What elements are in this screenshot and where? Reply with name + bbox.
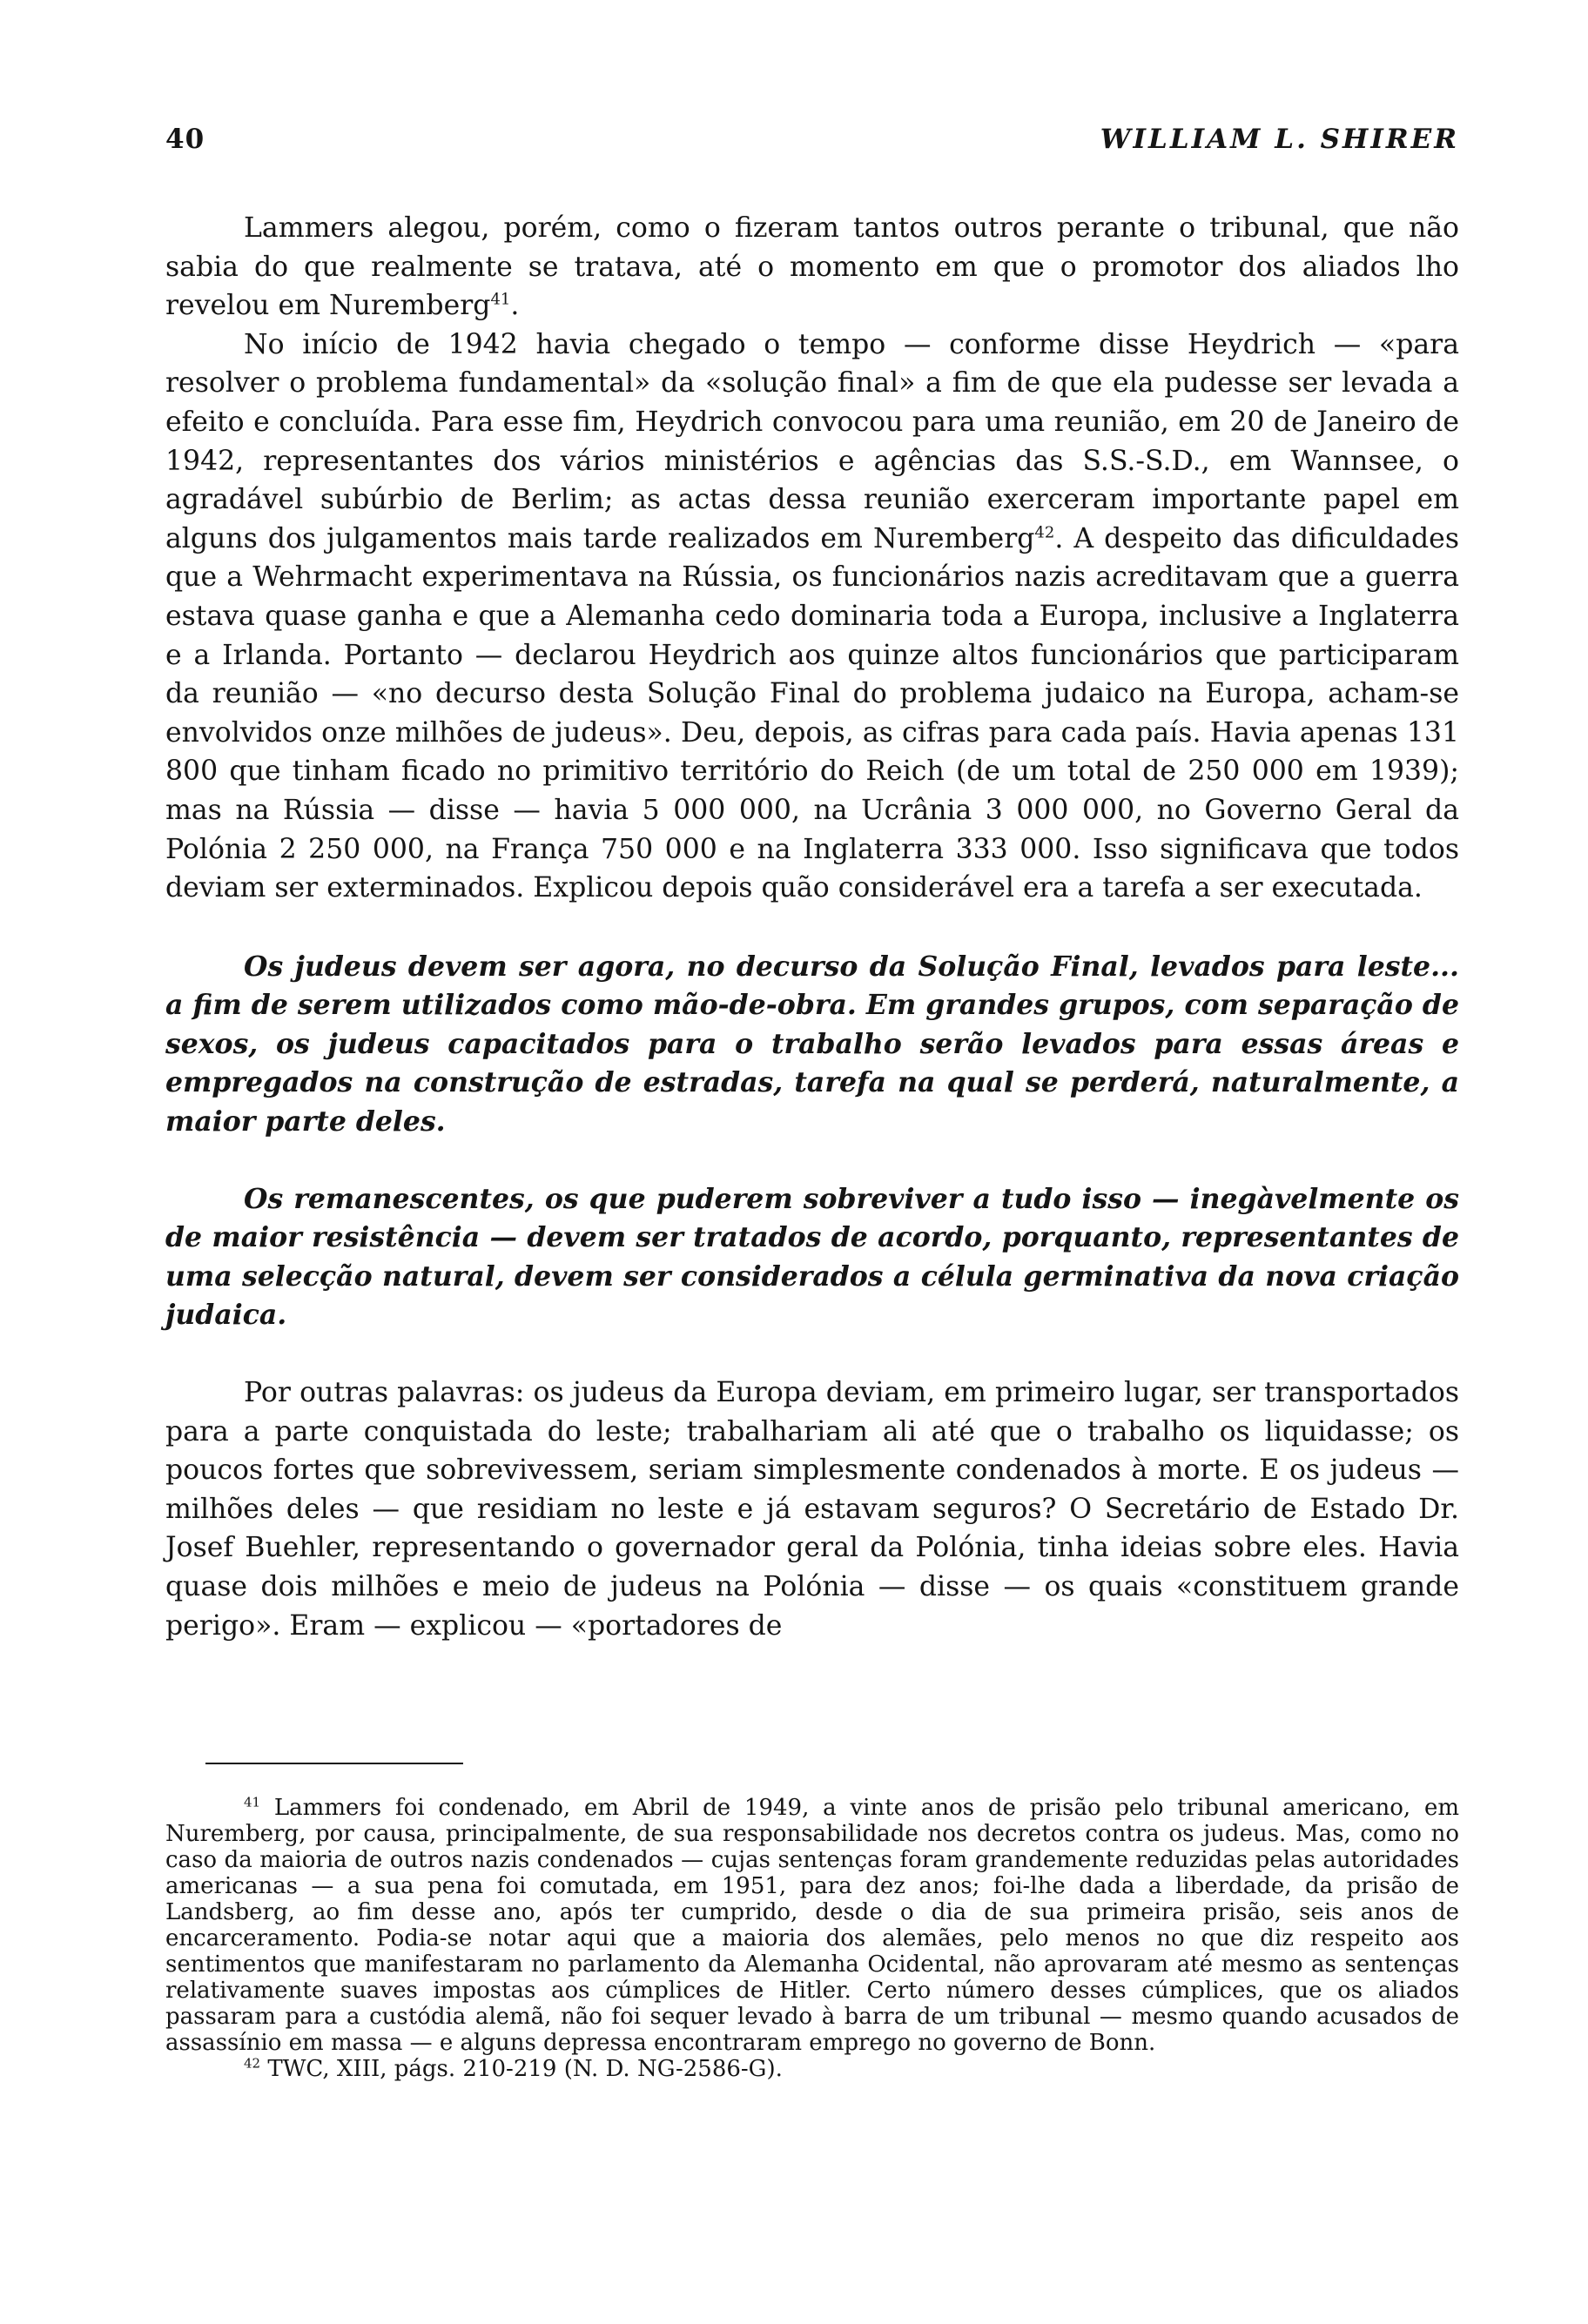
- paragraph-text: .: [510, 290, 520, 322]
- page-number: 40: [165, 124, 205, 155]
- page-header: [165, 124, 1459, 155]
- paragraph-text: No início de 1942 havia chegado o tempo — conforme disse Heydrich — «para resolver o problema fundamental» da «solução final» a fim de que ela pudesse ser levada a efeito e concluída. Para esse fim, Heydrich convocou para uma reunião, em 20 de Janeiro de 1942, representantes dos vários ministérios e agências das S.S.-S.D., em Wannsee, o agradável subúrbio de Berlim; as actas dessa reunião exerceram importante papel em alguns dos julgamentos mais tarde realizados em Nuremberg: [165, 328, 1459, 554]
- footnote: [165, 1795, 1459, 2056]
- footnotes: [165, 1795, 1459, 2082]
- footnote-text: Lammers foi condenado, em Abril de 1949, a vinte anos de prisão pelo tribunal americano, em Nuremberg, por causa, principalmente, de sua responsabilidade nos decretos contra os judeus. Mas, como no caso da maioria de outros nazis condenados — cujas sentenças foram grandemente reduzidas pelas autoridades americanas — a sua pena foi comutada, em 1951, para dez anos; foi-lhe dada a liberdade, da prisão de Landsberg, ao fim desse ano, após ter cumprido, desde o dia de sua primeira prisão, seis anos de encarceramento. Podia-se notar aqui que a maioria dos alemães, pelo menos no que diz respeito aos sentimentos que manifestaram no parlamento da Alemanha Ocidental, não aprovaram até mesmo as sentenças relativamente suaves impostas aos cúmplices de Hitler. Certo número desses cúmplices, que os aliados passaram para a custódia alemã, não foi sequer levado à barra de um tribunal — mesmo quando acusados de assassínio em massa — e alguns depressa encontraram emprego no governo de Bonn.: [165, 1795, 1460, 2056]
- block-quote: Os remanescentes, os que puderem sobreviver a tudo isso — inegàvelmente os de maior resistência — devem ser tratados de acordo, porquanto, representantes de uma selecção natural, devem ser considerados a célula germinativa da nova criação judaica.: [165, 1182, 1459, 1332]
- paragraph-text: . A despeito das dificuldades que a Wehrmacht experimentava na Rússia, os funcionários nazis acreditavam que a guerra estava quase ganha e que a Alemanha cedo dominaria toda a Europa, inclusive a Inglaterra e a Irlanda. Portanto — declarou Heydrich aos quinze altos funcionários que participaram da reunião — «no decurso desta Solução Final do problema judaico na Europa, acham-se envolvidos onze milhões de judeus». Deu, depois, as cifras para cada país. Havia apenas 131 800 que tinham ficado no primitivo território do Reich (de um total de 250 000 em 1939); mas na Rússia — disse — havia 5 000 000, na Ucrânia 3 000 000, no Governo Geral da Polónia 2 250 000, na França 750 000 e na Inglaterra 333 000. Isso significava que todos deviam ser exterminados. Explicou depois quão considerável era a tarefa a ser executada.: [165, 522, 1459, 904]
- paragraph: [165, 209, 1459, 326]
- paragraph-text: Lammers alegou, porém, como o fizeram tantos outros perante o tribunal, que não sabia do que realmente se tratava, até o momento em que o promotor dos aliados lho revelou em Nuremberg: [165, 212, 1459, 322]
- footnote-marker: 41: [244, 1794, 261, 1810]
- paragraph: [165, 326, 1459, 908]
- footnote-ref: 41: [490, 290, 511, 309]
- block-quote: Os judeus devem ser agora, no decurso da Solução Final, levados para leste... a fim de serem utilizados como mão-de-obra. Em grandes grupos, com separação de sexos, os judeus capacitados para o trabalho serão levados para essas áreas e empregados na construção de estradas, tarefa na qual se perderá, naturalmente, a maior parte deles.: [165, 950, 1459, 1138]
- footnote-text: TWC, XIII, págs. 210-219 (N. D. NG-2586-G).: [267, 2056, 783, 2082]
- main-text: [165, 209, 1459, 1645]
- footnote-marker: 42: [244, 2055, 261, 2072]
- footnote: [165, 2056, 1459, 2082]
- footnote-divider: [205, 1763, 463, 1764]
- spacer: [165, 908, 1459, 948]
- footnote-ref: 42: [1034, 523, 1055, 542]
- spacer: [165, 1142, 1459, 1180]
- spacer: [165, 1335, 1459, 1374]
- paragraph: Por outras palavras: os judeus da Europa deviam, em primeiro lugar, ser transportados para a parte conquistada do leste; trabalhariam ali até que o trabalho os liquidasse; os poucos fortes que sobrevivessem, seriam simplesmente condenados à morte. E os judeus — milhões deles — que residiam no leste e já estavam seguros? O Secretário de Estado Dr. Josef Buehler, representando o governador geral da Polónia, tinha ideias sobre eles. Havia quase dois milhões e meio de judeus na Polónia — disse — os quais «constituem grande perigo». Eram — explicou — «portadores de: [165, 1377, 1459, 1642]
- running-head: WILLIAM L. SHIRER: [1100, 124, 1459, 155]
